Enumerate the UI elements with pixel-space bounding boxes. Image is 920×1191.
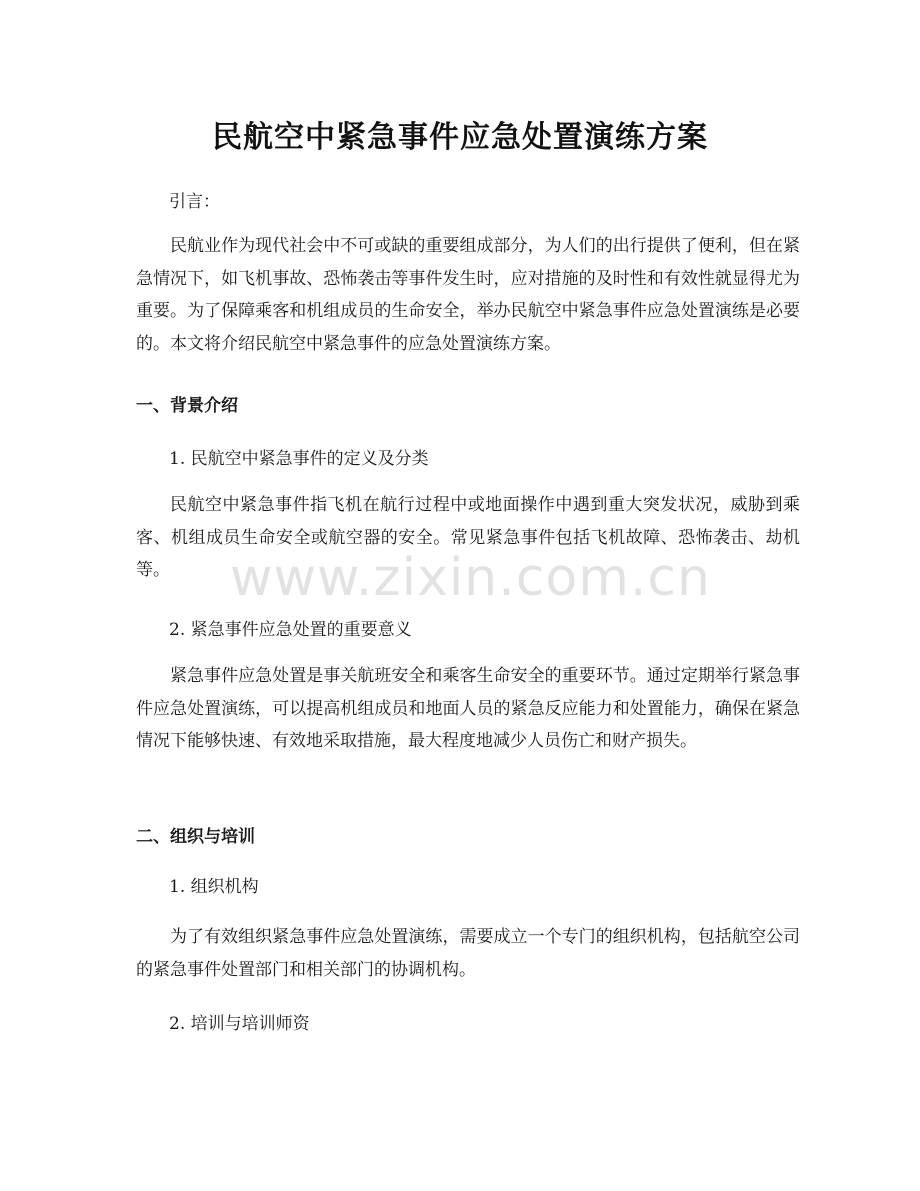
document-title: 民航空中紧急事件应急处置演练方案 (212, 120, 708, 155)
watermark: www.zixin.com.cn (230, 548, 711, 608)
subheading-training: 2. 培训与培训师资 (169, 1014, 310, 1034)
paragraph-organization: 为了有效组织紧急事件应急处置演练，需要成立一个专门的组织机构，包括航空公司的紧急事件处置部门和相关部门的协调机构。 (136, 927, 800, 980)
paragraph-definition: 民航空中紧急事件指飞机在航行过程中或地面操作中遇到重大突发状况，威胁到乘客、机组成员生命安全或航空器的安全。常见紧急事件包括飞机故障、恐怖袭击、劫机等。 (136, 495, 800, 580)
intro-paragraph: 民航业作为现代社会中不可或缺的重要组成部分，为人们的出行提供了便利，但在紧急情况下，如飞机事故、恐怖袭击等事件发生时，应对措施的及时性和有效性就显得尤为重要。为了保障乘客和机组成员的生命安全，举办民航空中紧急事件应急处置演练是必要的。本文将介绍民航空中紧急事件的应急处置演练方案。 (136, 236, 800, 354)
subheading-organization: 1. 组织机构 (169, 877, 259, 897)
section-heading-organization: 二、组织与培训 (136, 827, 255, 847)
subheading-definition: 1. 民航空中紧急事件的定义及分类 (169, 449, 429, 469)
subheading-significance: 2. 紧急事件应急处置的重要意义 (169, 620, 412, 640)
section-heading-background: 一、背景介绍 (136, 396, 238, 416)
paragraph-significance: 紧急事件应急处置是事关航班安全和乘客生命安全的重要环节。通过定期举行紧急事件应急处置演练，可以提高机组成员和地面人员的紧急反应能力和处置能力，确保在紧急情况下能够快速、有效地采取措施，最大程度地减少人员伤亡和财产损失。 (136, 666, 800, 751)
intro-label: 引言： (169, 192, 220, 212)
